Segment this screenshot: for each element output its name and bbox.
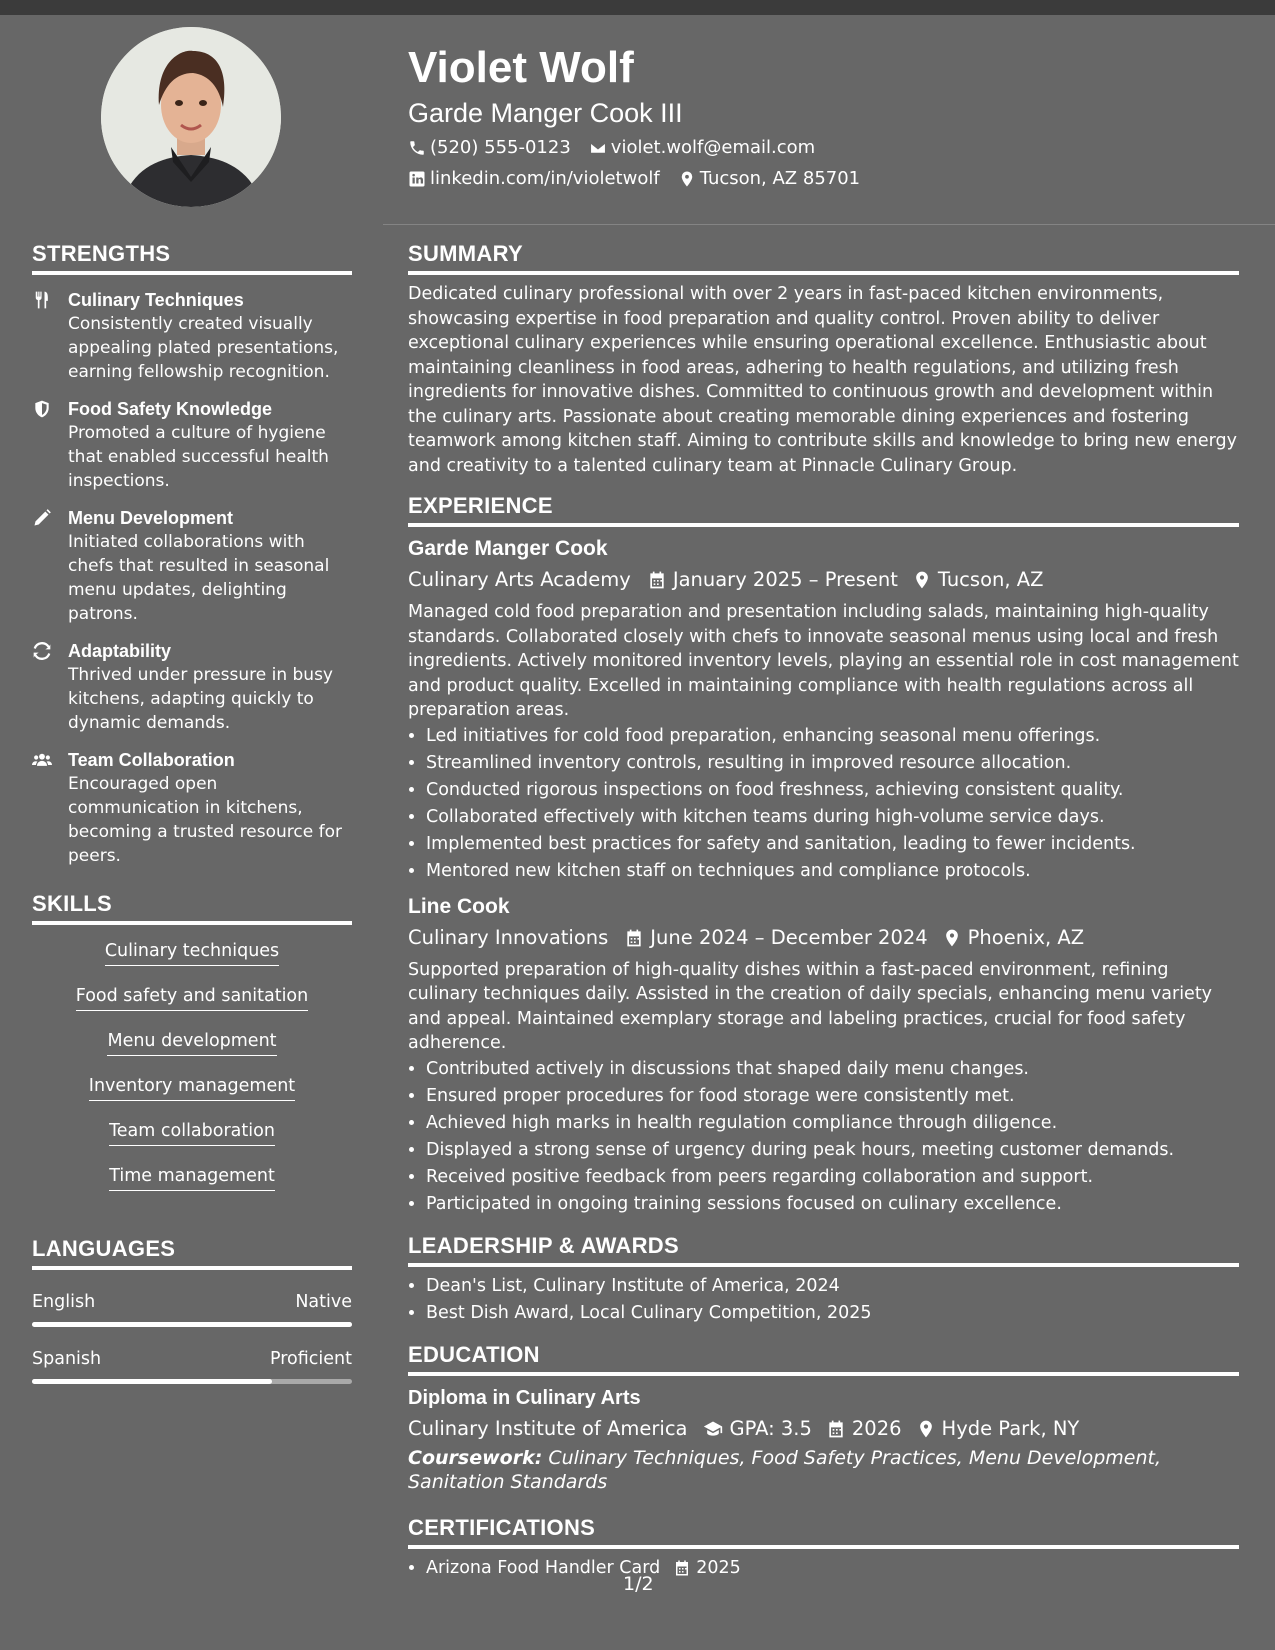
profile-photo: [101, 27, 281, 207]
page-number: 1/2: [623, 1573, 654, 1595]
strength-item: [32, 397, 352, 493]
strength-desc: Consistently created visually appealing plated presentations, earning fellowship recognition.: [68, 314, 339, 382]
language-proficiency-bar: [32, 1322, 352, 1327]
skill-tag: Menu development: [107, 1029, 276, 1056]
strength-title: Team Collaboration: [68, 750, 235, 770]
map-pin-icon: [912, 570, 932, 590]
coursework: [408, 1446, 1239, 1494]
strength-desc: Promoted a culture of hygiene that enabled successful health inspections.: [68, 423, 329, 491]
job-entry: [408, 893, 1239, 1218]
job-bullet: • Collaborated effectively with kitchen teams during high-volume service days.: [426, 804, 1239, 831]
company-name: Culinary Arts Academy: [408, 568, 631, 591]
job-bullet: • Conducted rigorous inspections on food freshness, achieving consistent quality.: [426, 777, 1239, 804]
envelope-icon: [589, 139, 607, 157]
candidate-title: Garde Manger Cook III: [408, 98, 683, 128]
strength-desc: Initiated collaborations with chefs that resulted in seasonal menu updates, delighting patrons.: [68, 532, 330, 624]
award-item: • Best Dish Award, Local Culinary Competition, 2025: [426, 1300, 1239, 1327]
job-bullet: • Received positive feedback from peers regarding collaboration and support.: [426, 1164, 1239, 1191]
job-bullet: • Ensured proper procedures for food storage were consistently met.: [426, 1083, 1239, 1110]
skill-tag: Time management: [109, 1164, 275, 1191]
education-heading: EDUCATION: [408, 1341, 1239, 1376]
strength-title: Food Safety Knowledge: [68, 399, 273, 419]
job-bullet: • Implemented best practices for safety and sanitation, leading to fewer incidents.: [426, 831, 1239, 858]
linkedin-contact[interactable]: [408, 167, 660, 191]
job-location: Phoenix, AZ: [967, 925, 1085, 949]
calendar-icon: [673, 1559, 691, 1577]
award-item: • Dean's List, Culinary Institute of America, 2024: [426, 1273, 1239, 1300]
calendar-icon: [647, 570, 667, 590]
strength-desc: Encouraged open communication in kitchens, becoming a trusted resource for peers.: [68, 774, 342, 866]
pencil-icon: [32, 508, 52, 528]
right-column: [408, 240, 1239, 1582]
language-item: [32, 1347, 352, 1384]
certification-item: [426, 1555, 1239, 1582]
map-pin-icon: [916, 1419, 936, 1439]
language-proficiency-bar: [32, 1379, 352, 1384]
job-bullet: • Displayed a strong sense of urgency during peak hours, meeting customer demands.: [426, 1137, 1239, 1164]
job-bullet: • Achieved high marks in health regulation compliance through diligence.: [426, 1110, 1239, 1137]
strength-title: Menu Development: [68, 508, 234, 528]
strength-desc: Thrived under pressure in busy kitchens, adapting quickly to dynamic demands.: [68, 665, 333, 733]
calendar-icon: [624, 928, 644, 948]
job-description: Supported preparation of high-quality dishes within a fast-paced environment, refining culinary techniques daily. Assisted in the creation of daily specials, enhancing menu variety and appeal. Maintained exemplary storage and labeling practices, crucial for food safety adherence.: [408, 959, 1213, 1053]
skill-tag: Food safety and sanitation: [76, 984, 308, 1011]
strength-title: Culinary Techniques: [68, 290, 244, 310]
job-title: Garde Manger Cook: [408, 537, 608, 560]
company-name: Culinary Innovations: [408, 925, 609, 949]
education-meta: [408, 1415, 1239, 1443]
language-name: Spanish: [32, 1349, 102, 1369]
candidate-name: Violet Wolf: [408, 43, 634, 92]
job-description: Managed cold food preparation and presentation including salads, maintaining high-quality standards. Collaborated closely with chefs to innovate seasonal menus using local and fresh ingredients. Actively monitored inventory levels, playing an essential role in cost management and product quality. Excelled in maintaining compliance with health regulations across all preparation areas.: [408, 602, 1239, 720]
language-level: Proficient: [270, 1349, 352, 1369]
job-bullet: • Streamlined inventory controls, resulting in improved resource allocation.: [426, 750, 1239, 777]
phone-contact[interactable]: [408, 136, 571, 160]
strength-item: [32, 639, 352, 735]
awards-heading: LEADERSHIP & AWARDS: [408, 1232, 1239, 1267]
job-entry: [408, 535, 1239, 885]
left-column: [32, 240, 352, 1384]
linkedin-icon: [408, 170, 426, 188]
certifications-list: [408, 1555, 1239, 1582]
strength-title: Adaptability: [68, 641, 172, 661]
job-dates: June 2024 – December 2024: [650, 925, 928, 949]
skills-heading: SKILLS: [32, 890, 352, 925]
language-item: [32, 1290, 352, 1327]
job-meta: [408, 566, 1239, 594]
resume-header: [408, 42, 1238, 191]
language-level: Native: [295, 1292, 352, 1312]
refresh-icon: [32, 641, 52, 661]
school-location: Hyde Park, NY: [941, 1416, 1080, 1440]
gpa-text: GPA: 3.5: [729, 1416, 812, 1440]
contact-row-2: [408, 167, 1238, 191]
calendar-icon: [826, 1419, 846, 1439]
summary-heading: SUMMARY: [408, 240, 1239, 275]
linkedin-text: linkedin.com/in/violetwolf: [430, 168, 660, 189]
coursework-label: Coursework:: [408, 1446, 543, 1469]
awards-list: [408, 1273, 1239, 1327]
school-name: Culinary Institute of America: [408, 1416, 688, 1440]
location-text: Tucson, AZ 85701: [699, 168, 861, 189]
job-dates: January 2025 – Present: [672, 568, 898, 591]
strength-item: [32, 506, 352, 626]
degree-title: Diploma in Culinary Arts: [408, 1386, 641, 1409]
language-proficiency-fill: [32, 1379, 272, 1384]
graduation-cap-icon: [703, 1419, 723, 1439]
experience-heading: EXPERIENCE: [408, 492, 1239, 527]
job-bullets: [408, 723, 1239, 885]
skill-tag: Inventory management: [89, 1074, 295, 1101]
job-title: Line Cook: [408, 894, 510, 918]
email-contact[interactable]: [589, 136, 815, 160]
languages-heading: LANGUAGES: [32, 1235, 352, 1270]
header-divider: [383, 224, 1275, 225]
contact-row-1: [408, 136, 1238, 160]
job-bullet: • Led initiatives for cold food preparation, enhancing seasonal menu offerings.: [426, 723, 1239, 750]
skill-tag: Culinary techniques: [105, 939, 279, 966]
email-text: violet.wolf@email.com: [610, 137, 816, 158]
map-pin-icon: [942, 928, 962, 948]
certification-year: 2025: [696, 1557, 741, 1578]
job-bullets: [408, 1056, 1239, 1218]
utensils-icon: [32, 290, 52, 310]
strengths-heading: STRENGTHS: [32, 240, 352, 275]
strength-item: [32, 748, 352, 868]
summary-text: Dedicated culinary professional with over 2 years in fast-paced kitchen environments, showcasing expertise in food preparation and quality control. Proven ability to deliver exceptional culinary experiences while ensuring operational excellence. Enthusiastic about maintaining cleanliness in food areas, adhering to health regulations, and utilizing fresh ingredients for innovative dishes. Committed to continuous growth and development within the culinary arts. Passionate about creating memorable dining experiences and fostering teamwork among kitchen staff. Aiming to contribute skills and knowledge to bring new energy and creativity to a talented culinary team at Pinnacle Culinary Group.: [408, 284, 1237, 476]
job-location: Tucson, AZ: [937, 568, 1044, 591]
language-proficiency-fill: [32, 1322, 352, 1327]
map-pin-icon: [678, 170, 696, 188]
skills-list: [32, 939, 352, 1209]
shield-icon: [32, 399, 52, 419]
job-bullet: • Participated in ongoing training sessions focused on culinary excellence.: [426, 1191, 1239, 1218]
job-bullet: • Contributed actively in discussions that shaped daily menu changes.: [426, 1056, 1239, 1083]
coursework-list: Culinary Techniques, Food Safety Practices, Menu Development, Sanitation Standards: [408, 1446, 1161, 1493]
skill-tag: Team collaboration: [109, 1119, 275, 1146]
certifications-heading: CERTIFICATIONS: [408, 1514, 1239, 1549]
language-name: English: [32, 1292, 96, 1312]
phone-text: (520) 555-0123: [430, 137, 571, 158]
users-icon: [32, 750, 52, 770]
graduation-year: 2026: [851, 1416, 902, 1440]
job-meta: [408, 924, 1239, 952]
strength-item: [32, 288, 352, 384]
location-contact: [678, 167, 860, 191]
certification-name: • Arizona Food Handler Card: [426, 1557, 661, 1578]
phone-icon: [408, 139, 426, 157]
top-bar: [0, 0, 1275, 15]
job-bullet: • Mentored new kitchen staff on techniques and compliance protocols.: [426, 858, 1239, 885]
